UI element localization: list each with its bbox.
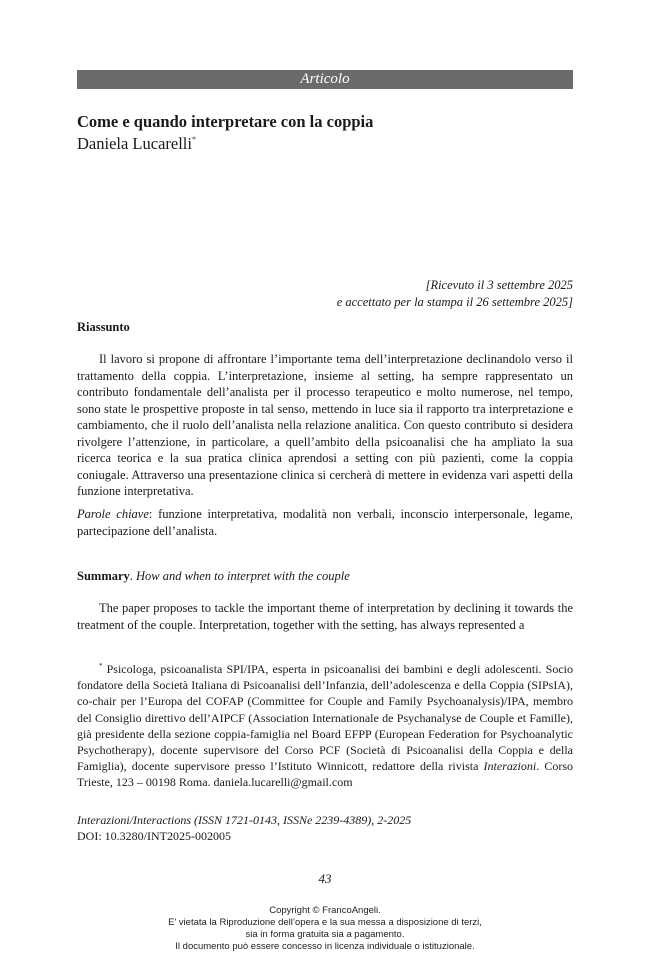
journal-info <box>77 812 411 844</box>
abstract-text: Il lavoro si propone di affrontare l’importante tema dell’interpretazione declinandolo verso il trattamento della coppia. L’interpretazione, insieme al setting, ha sempre rappresentato un contributo fondamentale dell’analista per il processo terapeutico e molto numerose, nel tempo, sono state le prospettive proposte in tal senso, mettendo in luce sia il rapporto tra interpretazione e cambiamento, che il ruolo dell’analista nella relazione analitica. Con questo contributo si desidera rivolgere l’attenzione, in particolare, a quell’ambito della psicoanalisi che ha ampliato la sua ricerca teorica e la sua pratica clinica aprendosi a setting con più pazienti, come la coppia coniugale. Attraverso una presentazione clinica si cercherà di mettere in evidenza vari aspetti della funzione interpretativa. <box>77 352 573 498</box>
footnote-journal-name: Interazioni <box>483 759 537 774</box>
section-label: Articolo <box>300 71 350 87</box>
received-note <box>250 277 573 311</box>
author-name: Daniela Lucarelli <box>77 134 192 153</box>
article-title: Come e quando interpretare con la coppia <box>77 112 374 131</box>
summary-heading <box>77 569 350 584</box>
keywords <box>77 506 573 539</box>
keywords-list: : funzione interpretativa, modalità non verbali, inconscio interpersonale, legame, partecipazione dell’analista. <box>77 507 573 538</box>
copyright-line-4: Il documento può essere concesso in licenza individuale o istituzionale. <box>175 941 475 952</box>
footnote-address: . Corso Trieste, 123 – 00198 Roma. daniela.lucarelli@gmail.com <box>77 759 574 790</box>
summary-subtitle: How and when to interpret with the couple <box>136 569 350 583</box>
journal-citation: Interazioni/Interactions (ISSN 1721-0143, ISSNe 2239-4389), 2-2025 <box>77 813 412 827</box>
page-number: 43 <box>318 871 332 886</box>
abstract-heading: Riassunto <box>77 320 130 334</box>
author-footnote <box>77 658 573 791</box>
keywords-label: Parole chiave <box>77 507 149 521</box>
footnote-mark: * <box>99 662 103 670</box>
received-line-1: [Ricevuto il 3 settembre 2025 <box>425 278 573 292</box>
author-footnote-mark: * <box>191 135 196 144</box>
doi: DOI: 10.3280/INT2025-002005 <box>77 829 231 843</box>
copyright-notice <box>0 905 650 953</box>
article-author <box>77 134 196 154</box>
footnote-text: Psicologa, psicoanalista SPI/IPA, esperta in psicoanalisi dei bambini e degli adolescenti. Socio fondatore della Società Italiana di Psicoanalisi dell’Infanzia, dell’adolescenza e della Coppia (SIPsIA), co-chair per l’Europa del COFAP (Committee for Couple and Family Psychoanalysis)/IPA, membro del Consiglio direttivo dell’AIPCF (Association Internationale de Psychanalyse de Couple et Famille), già presidente della sezione coppia-famiglia nel Board EFPP (European Federation for Psychoanalytic Psychotherapy), docente supervisore del Corso PCF (Società di Psicoanalisi della Coppia e della Famiglia), docente supervisore presso l’Istituto Winnicott, redattore della rivista <box>77 662 573 774</box>
summary-separator: . <box>129 569 137 583</box>
copyright-line-1: Copyright © FrancoAngeli. <box>269 905 381 916</box>
copyright-line-3: sia in forma gratuita sia a pagamento. <box>245 929 405 940</box>
section-header-bar <box>77 70 573 89</box>
copyright-line-2: E’ vietata la Riproduzione dell’opera e la sua messa a disposizione di terzi, <box>168 917 482 928</box>
received-line-2: e accettato per la stampa il 26 settembre 2025] <box>336 295 573 309</box>
summary-label: Summary <box>77 569 130 583</box>
summary-text: The paper proposes to tackle the important theme of interpretation by declining it towards the treatment of the couple. Interpretation, together with the setting, has always represented a <box>77 601 573 632</box>
